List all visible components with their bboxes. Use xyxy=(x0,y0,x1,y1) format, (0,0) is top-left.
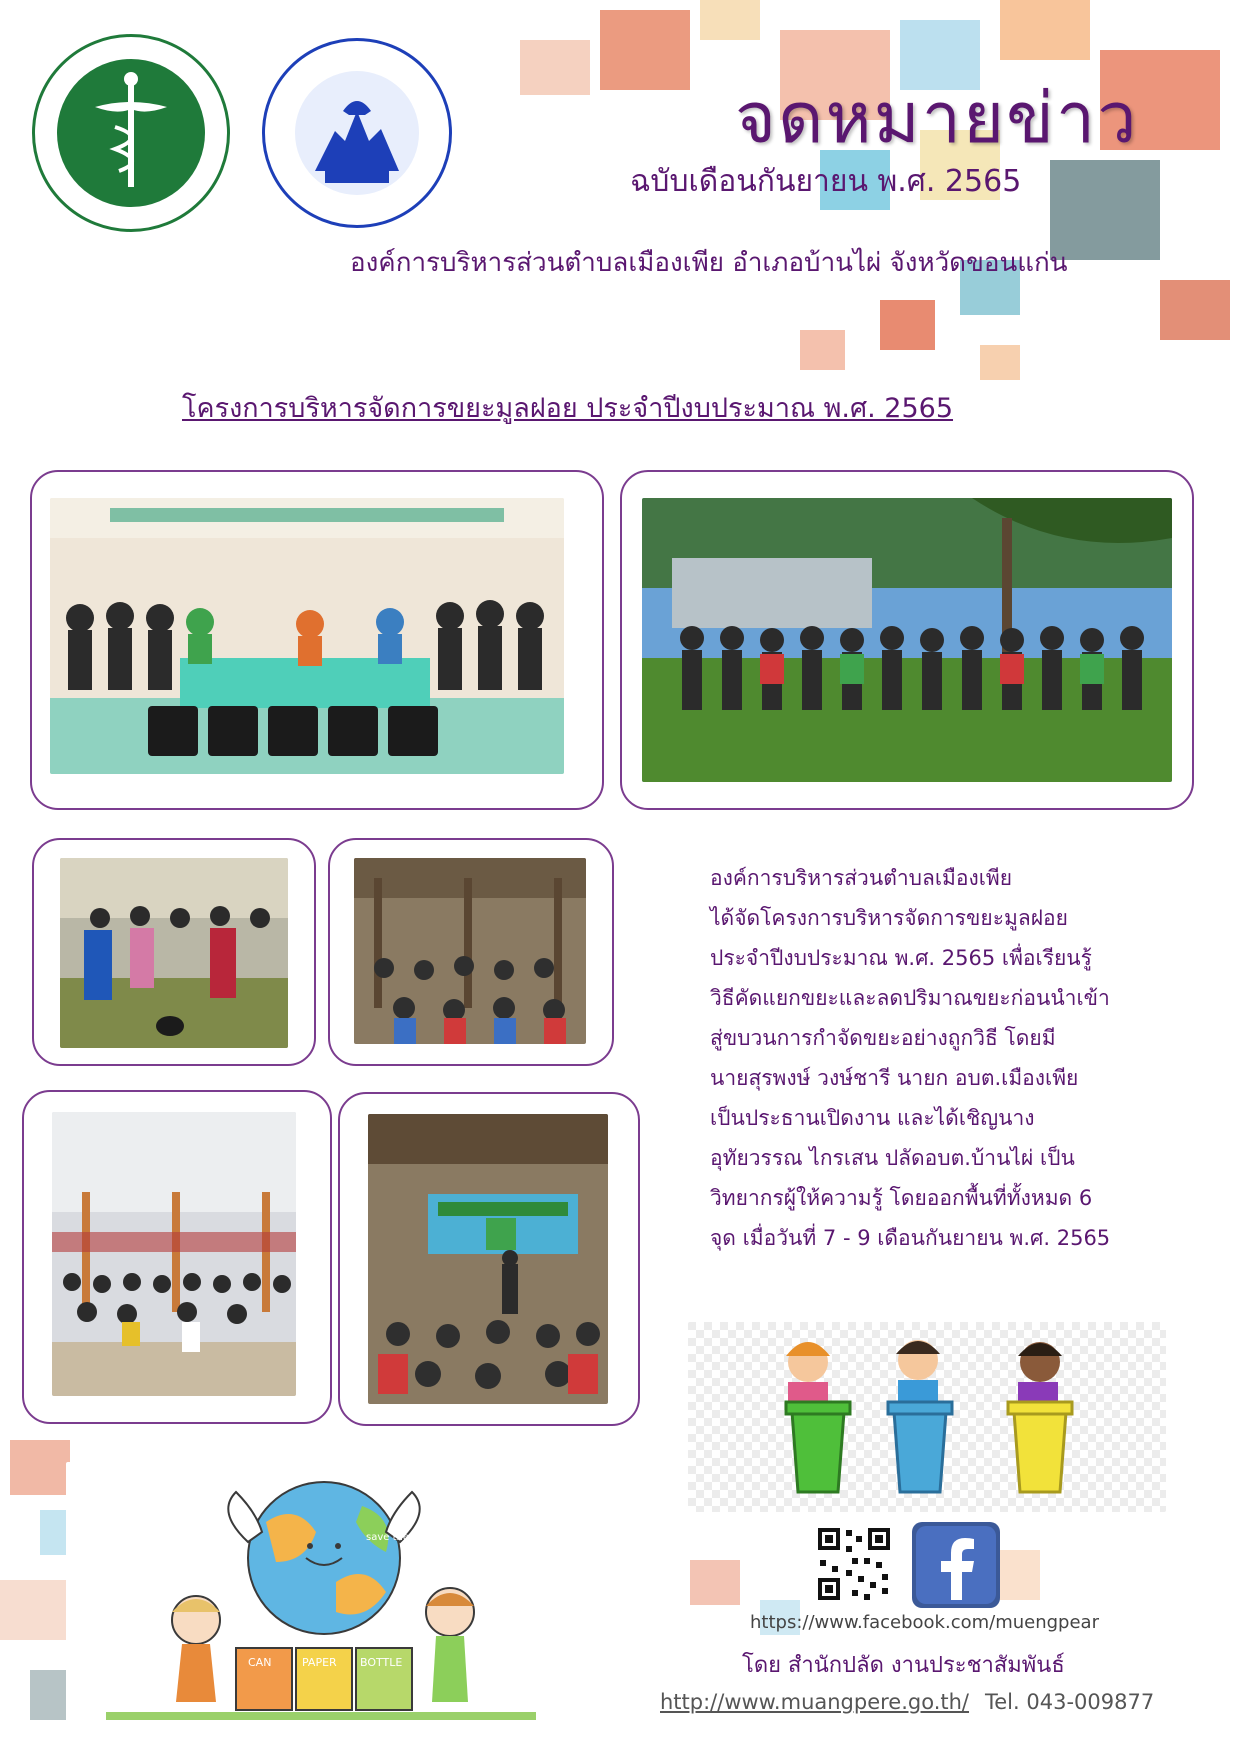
bin-label-paper: PAPER xyxy=(302,1656,337,1669)
photo-speaker-presentation xyxy=(368,1114,608,1404)
photo-meeting-room-group xyxy=(50,498,564,774)
facebook-url[interactable]: https://www.facebook.com/muengpear xyxy=(750,1612,1099,1633)
article-line: วิธีคัดแยกขยะและลดปริมาณขยะก่อนนำเข้า xyxy=(710,986,1110,1010)
article-body xyxy=(710,858,1150,1258)
facebook-icon[interactable] xyxy=(912,1522,1000,1608)
telephone: Tel. 043-009877 xyxy=(985,1690,1155,1714)
article-line: วิทยากรผู้ให้ความรู้ โดยออกพื้นที่ทั้งหมด 6 xyxy=(710,1186,1093,1210)
earth-label-save: save the earth xyxy=(366,1532,439,1543)
article-line: อุทัยวรรณ ไกรเสน ปลัดอบต.บ้านไผ่ เป็น xyxy=(710,1146,1075,1170)
photo-outdoor-demo xyxy=(60,858,288,1048)
bin-label-bottle: BOTTLE xyxy=(360,1656,403,1669)
article-line: องค์การบริหารส่วนตำบลเมืองเพีย xyxy=(710,866,1013,890)
ministry-of-public-health-logo xyxy=(32,34,230,232)
article-line: ได้จัดโครงการบริหารจัดการขยะมูลฝอย xyxy=(710,906,1068,930)
photo-outdoor-group xyxy=(642,498,1172,782)
organization-name: องค์การบริหารส่วนตำบลเมืองเพีย อำเภอบ้านไผ่ จังหวัดขอนแก่น xyxy=(350,248,1068,278)
project-title: โครงการบริหารจัดการขยะมูลฝอย ประจำปีงบประมาณ พ.ศ. 2565 xyxy=(182,393,954,424)
photo-sala-audience xyxy=(354,858,586,1044)
kids-recycling-bins-illustration xyxy=(688,1322,1166,1512)
newsletter-title: จดหมายข่าว xyxy=(735,77,1139,159)
issue-date: ฉบับเดือนกันยายน พ.ศ. 2565 xyxy=(630,164,1022,199)
article-line: ประจำปีงบประมาณ พ.ศ. 2565 เพื่อเรียนรู้ xyxy=(710,946,1092,970)
bin-label-can: CAN xyxy=(248,1656,272,1669)
article-line: จุด เมื่อวันที่ 7 - 9 เดือนกันยายน พ.ศ. 2565 xyxy=(710,1226,1111,1250)
qr-code[interactable] xyxy=(812,1522,896,1606)
subdistrict-administrative-organization-logo xyxy=(262,38,452,228)
article-line: นายสุรพงษ์ วงษ์ชารี นายก อบต.เมืองเพีย xyxy=(710,1066,1079,1090)
publisher-credit: โดย สำนักปลัด งานประชาสัมพันธ์ xyxy=(742,1653,1065,1678)
photo-hall-audience xyxy=(52,1112,296,1396)
article-line: สู่ขบวนการกำจัดขยะอย่างถูกวิธี โดยมี xyxy=(710,1026,1056,1050)
website-link[interactable]: http://www.muangpere.go.th/ xyxy=(660,1690,970,1714)
save-the-earth-illustration xyxy=(66,1462,578,1738)
article-line: เป็นประธานเปิดงาน และได้เชิญนาง xyxy=(710,1106,1035,1130)
